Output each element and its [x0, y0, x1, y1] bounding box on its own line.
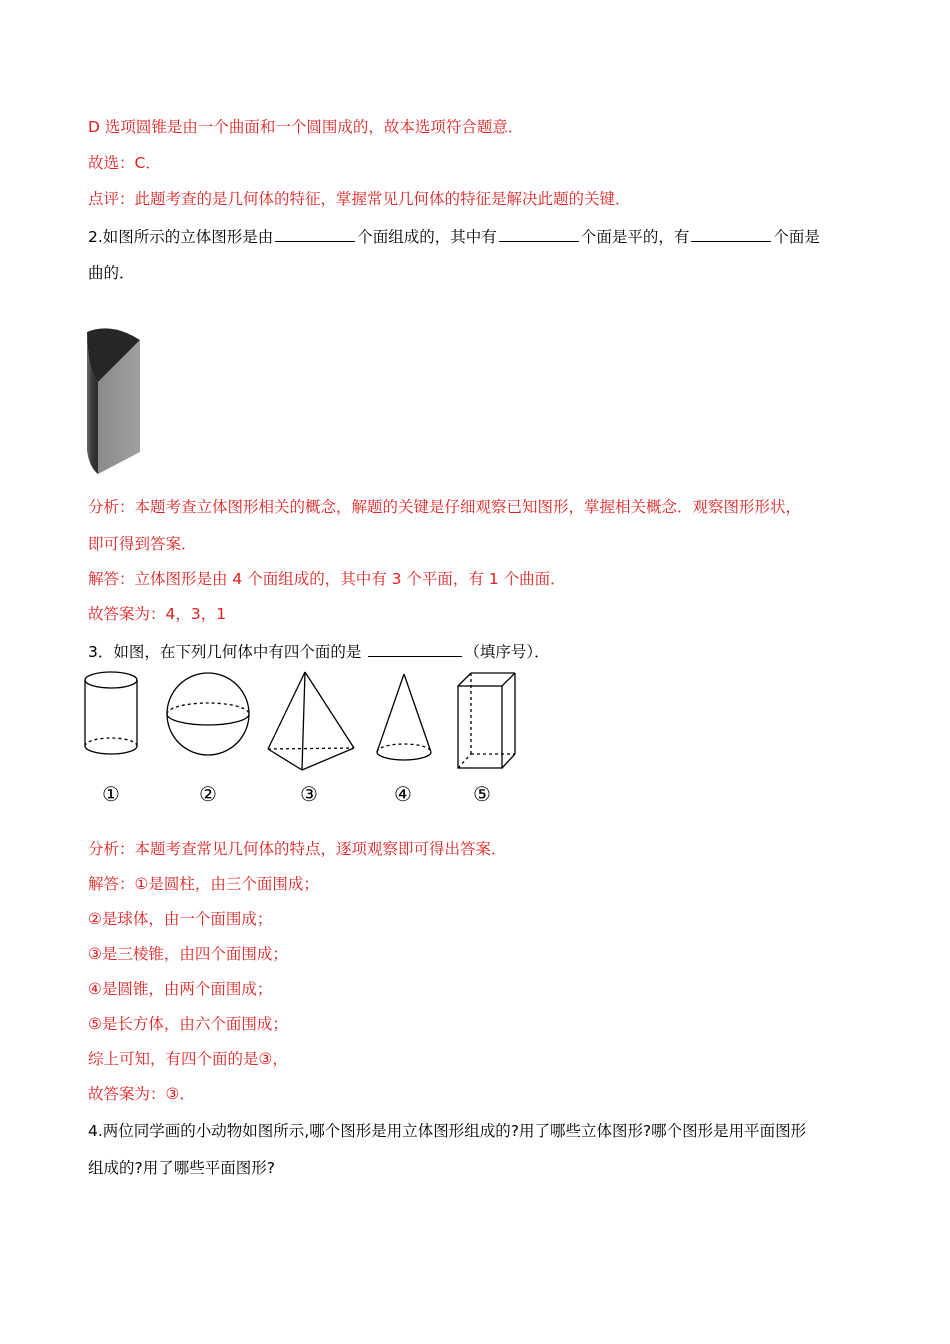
q1-option-d-text: D 选项圆锥是由一个曲面和一个圆围成的，故本选项符合题意．: [88, 118, 524, 136]
q3-answer-5: ⑤是长方体，由六个面围成；: [88, 1015, 288, 1033]
label-4: ④: [394, 782, 412, 806]
label-2: ②: [199, 782, 217, 806]
q2-question: [88, 225, 820, 248]
q3-answer-4: ④是圆锥，由两个面围成；: [88, 980, 273, 998]
q2-text-2: 个面组成的，其中有: [357, 228, 497, 246]
q2-text-1: 2.如图所示的立体图形是由: [88, 228, 274, 246]
triangular-pyramid-shape: [268, 672, 354, 770]
sphere-shape: [167, 673, 249, 755]
q2-question-continued: 曲的．: [88, 264, 135, 282]
q3-analysis: 分析：本题考查常见几何体的特点，逐项观察即可得出答案．: [88, 840, 507, 858]
q2-analysis-line-1: 分析：本题考查立体图形相关的概念，解题的关键是仔细观察已知图形，掌握相关概念．观察图形形状，: [88, 498, 802, 516]
label-3: ③: [300, 782, 318, 806]
q2-blank-3[interactable]: [691, 225, 771, 242]
q3-question: [88, 640, 550, 663]
q3-answer-3: ③是三棱锥，由四个面围成；: [88, 945, 288, 963]
q2-text-4: 个面是: [773, 228, 820, 246]
q3-blank[interactable]: [368, 640, 462, 657]
q3-text-2: （填序号）．: [464, 643, 550, 661]
q3-summary: 综上可知，有四个面的是③，: [88, 1050, 288, 1068]
q2-answer: 解答：立体图形是由 4 个面组成的，其中有 3 个平面，有 1 个曲面．: [88, 570, 566, 588]
q2-text-3: 个面是平的，有: [580, 228, 690, 246]
q4-question-line-1: 4.两位同学画的小动物如图所示,哪个图形是用立体图形组成的?用了哪些立体图形?哪个图形是用平面图形: [88, 1122, 807, 1140]
q3-text-1: 3．如图，在下列几何体中有四个面的是: [88, 643, 362, 661]
label-1: ①: [102, 782, 120, 806]
q2-blank-1[interactable]: [275, 225, 355, 242]
half-cylinder-figure: [84, 322, 146, 478]
q3-answer-1: 解答：①是圆柱，由三个面围成；: [88, 875, 319, 893]
q3-answer-2: ②是球体，由一个面围成；: [88, 910, 273, 928]
cuboid-shape: [458, 673, 515, 768]
label-5: ⑤: [473, 782, 491, 806]
q1-choice-text: 故选：C．: [88, 154, 161, 172]
q1-comment-text: 点评：此题考查的是几何体的特征，掌握常见几何体的特征是解决此题的关键．: [88, 190, 631, 208]
cylinder-shape: [85, 672, 137, 754]
q2-final-answer: 故答案为：4，3，1: [88, 605, 227, 623]
q4-question-line-2: 组成的?用了哪些平面图形?: [88, 1159, 275, 1177]
q3-final-answer: 故答案为：③．: [88, 1085, 195, 1103]
geometric-solids-figure: [84, 668, 524, 776]
cone-shape: [377, 674, 431, 760]
q2-analysis-line-2: 即可得到答案．: [88, 535, 197, 553]
q2-blank-2[interactable]: [499, 225, 579, 242]
